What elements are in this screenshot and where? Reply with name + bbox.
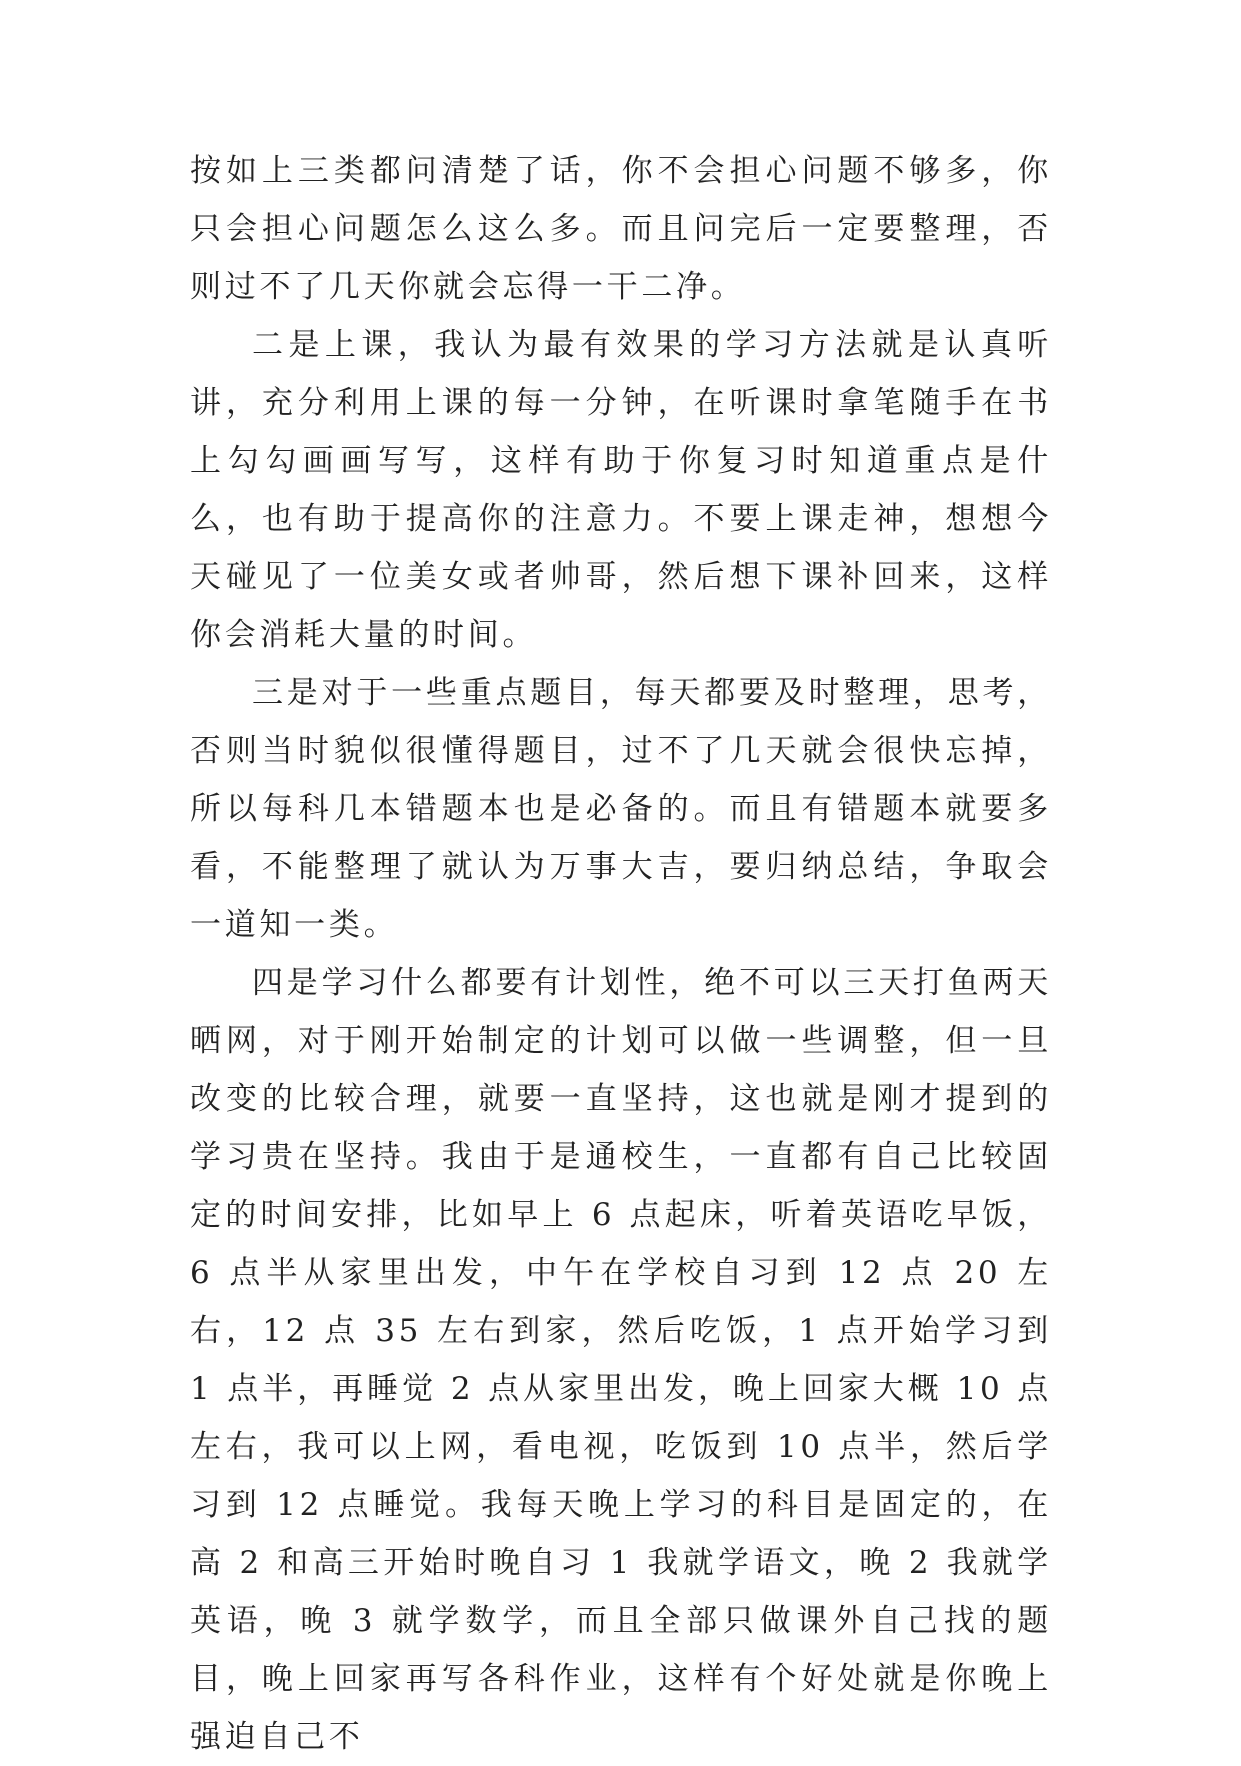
paragraph-continuation: 按如上三类都问清楚了话，你不会担心问题不够多，你只会担心问题怎么这么多。而且问完后一定要整理，否则过不了几天你就会忘得一干二净。 [190,153,1052,305]
paragraph-attend-class: 二是上课，我认为最有效果的学习方法就是认真听讲，充分利用上课的每一分钟，在听课时拿笔随手在书上勾勾画画写写，这样有助于你复习时知道重点是什么，也有助于提高你的注意力。不要上课走神，想想今天碰见了一位美女或者帅哥，然后想下课补回来，这样你会消耗大量的时间。 [190,327,1052,653]
paragraph-key-problems: 三是对于一些重点题目，每天都要及时整理，思考，否则当时貌似很懂得题目，过不了几天就会很快忘掉，所以每科几本错题本也是必备的。而且有错题本就要多看，不能整理了就认为万事大吉，要归纳总结，争取会一道知一类。 [190,675,1052,943]
paragraph-study-plan: 四是学习什么都要有计划性，绝不可以三天打鱼两天晒网，对于刚开始制定的计划可以做一些调整，但一旦改变的比较合理，就要一直坚持，这也就是刚才提到的学习贵在坚持。我由于是通校生，一直都有自己比较固定的时间安排，比如早上 6 点起床，听着英语吃早饭，6 点半从家里出发，中午在学校自习到 12 点 20 左右，12 点 35 左右到家，然后吃饭，1 点开始学习到 1 点半，再睡觉 2 点从家里出发，晚上回家大概 10 点左右，我可以上网，看电视，吃饭到 10 点半，然后学习到 12 点睡觉。我每天晚上学习的科目是固定的，在高 2 和高三开始时晚自习 1 我就学语文，晚 2 我就学英语，晚 3 就学数学，而且全部只做课外自己找的题目，晚上回家再写各科作业，这样有个好处就是你晚上强迫自己不 [190,965,1052,1755]
document-page [190,142,1052,1766]
